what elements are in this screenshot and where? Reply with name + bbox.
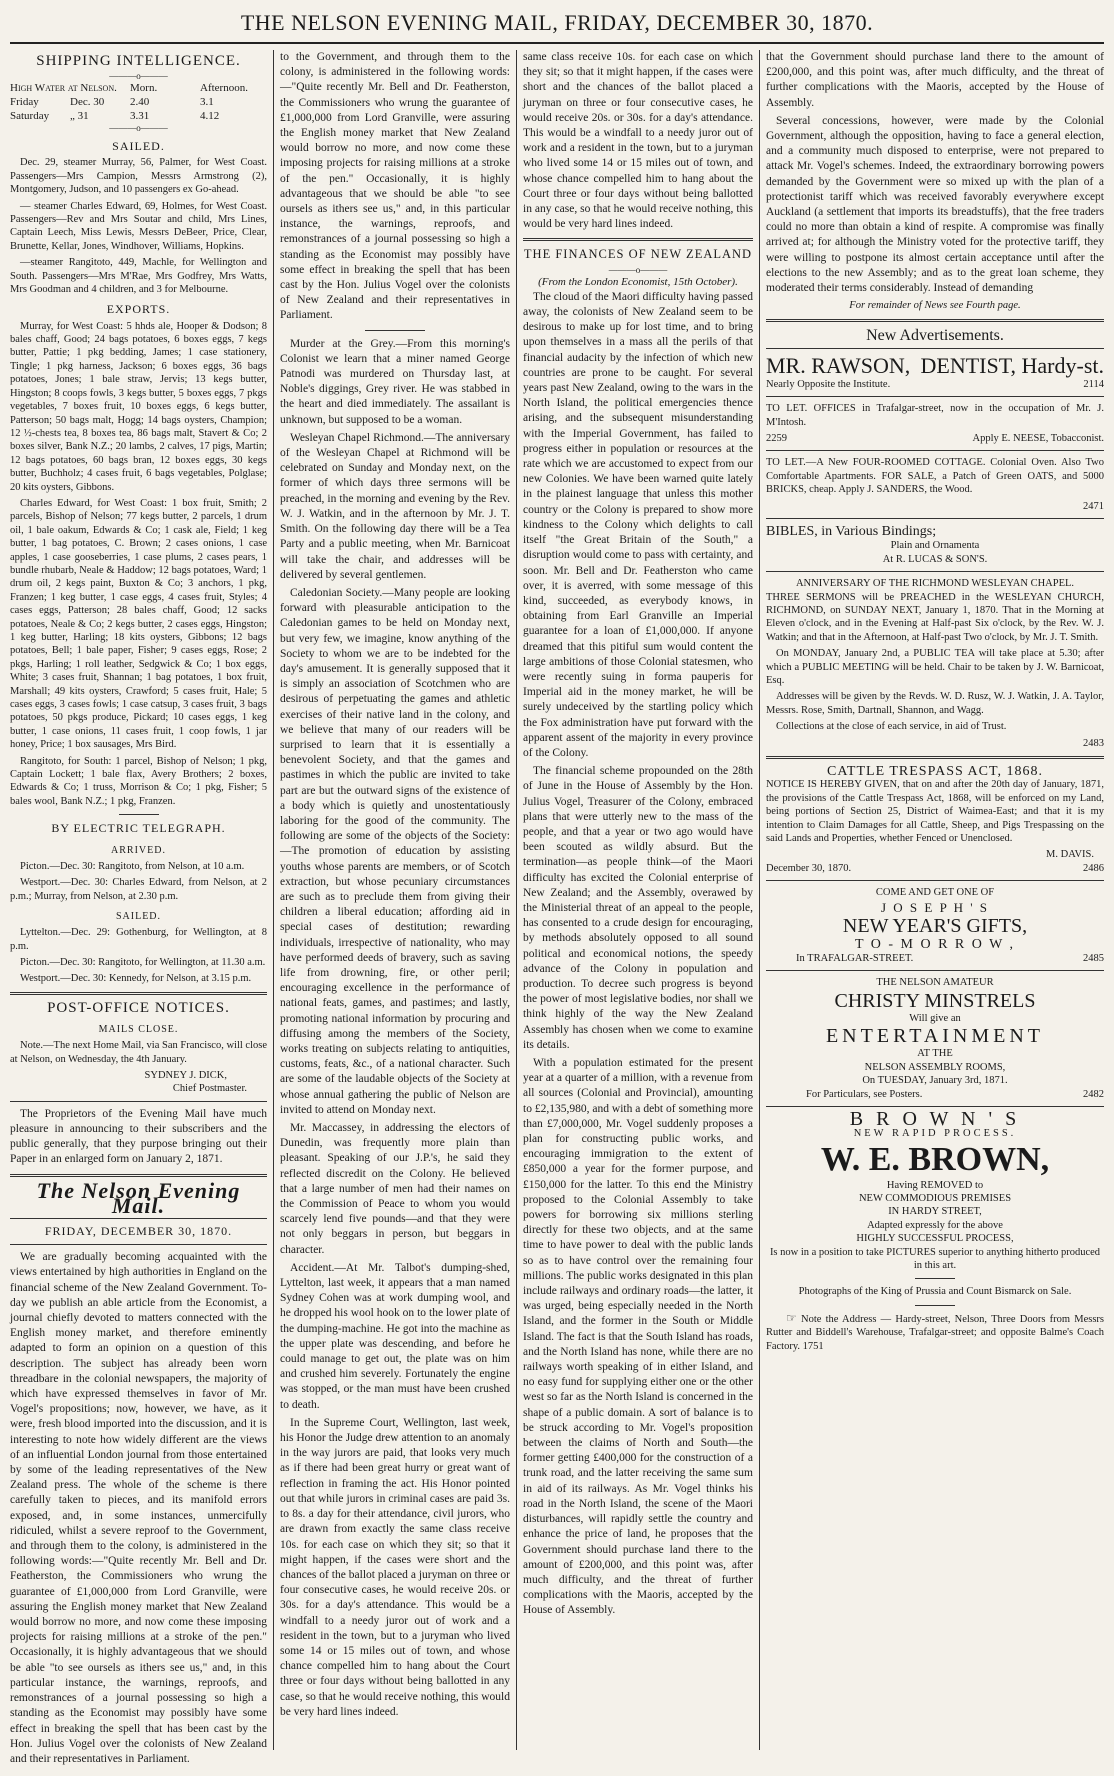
divider [766, 571, 1104, 572]
pointing-hand-icon: ☞ [786, 1310, 797, 1325]
ad-cattle-trespass: CATTLE TRESPASS ACT, 1868. NOTICE IS HEREBY GIVEN, that on and after the 20th day of January, 1871, the provisions of the Cattle Trespass Act, 1868, will be enforced on my Land, being portions of Section 25, District of Waimea-East; and that it is my intention to Claim Damages for all Cattle, Sheep, and Pigs Trespassing on the said Lands and Properties, whether Fenced or Unenclosed. M. DAVIS. December 30, 1870. 2486 [766, 764, 1104, 874]
exports-heading: EXPORTS. [106, 302, 171, 317]
post-office-note: Note.—The next Home Mail, via San Francisco, will close at Nelson, on Wednesday, the 4th January. [10, 1040, 267, 1065]
exports-entry: Murray, for West Coast: 5 hhds ale, Hooper & Dodson; 8 bales chaff, Good; 24 bags potatoes, 6 boxes eggs, 7 kegs butter, Pattie; 1 pkg bedding, James; 1 case stationery, Tingle; 1 pkg harness, Jackson; 6 boxes eggs, 36 bags potatoes, Jones; 1 bale straw, Jervis; 13 kegs butter, Hingston; 8 coops fowls, 3 kegs butter, 5 boxes eggs, 7 pkgs vegetables, 7 boxes fruit, 10 boxes eggs, 6 kegs butter, Patterson; 50 bags malt, Hogg; 14 bags oysters, Champion; 12 ½-chests tea, 8 boxes tea, 86 bags malt, Stavert & Co; 2 boxes silver, Bank N.Z.; 20 lambs, 2 calves, 17 pigs, Martin; 12 bags potatoes, 60 bags bran, 12 boxes eggs, 30 kegs butter, Buchholz; 4 cases fruit, 6 bags vegetables, Polglase; 20 kits oysters, Gibbons. [10, 320, 267, 493]
column-3 [517, 50, 760, 1750]
finances-continued: that the Government should purchase land there to the amount of £200,000, and this point was, after much difficulty, and the threat of further complications with the Maoris, accepted by the House of Assembly. [766, 51, 1104, 109]
leader-continued: to the Government, and through them to the colony, is administered in the following words:—"Quite recently Mr. Bell and Dr. Featherston, the Commissioners who wrung the guarantee of £1,000,000 from Lord Granville, were assuring the English money market that New Zealand would borrow no more, and now come these imposing projects for raising millions at a stroke of the pen." Occasionally, it is highly advantageous that we should be able "to see oursels as ithers see us," and, in this particular instance, the warnings, reproofs, and remonstrances of a journal possessing so high a standing as the Economist may possibly have some effect in breaking the spell that has been cast by the Hon. Julius Vogel over the colonists of New Zealand and their representatives in Parliament. [280, 51, 510, 322]
divider [523, 238, 753, 241]
divider [10, 1244, 267, 1245]
divider [766, 1106, 1104, 1107]
finances-paragraph: The financial scheme propounded on the 28th of June in the House of Assembly by the Hon. Julius Vogel, Treasurer of the Colony, embraced plans that were utterly new to the mass of the people, and that a year or two ago would have been scouted as wildly absurd. But the termination—as people think—of the Maori difficulty has excited the Colonial enterprise of New Zealand; and the Assembly, overawed by the Ministerial threat of an appeal to the people, has consented to a crude design for encouraging, by methods absolutely opposed to all sound political and economical notions, the speedy advance of the Colony in population and production. To decree such progress is beyond the power of most legislative bodies, nor shall we think highly of the way the New Zealand Assembly has chosen when we come to examine its details. [523, 765, 753, 1051]
news-item: Murder at the Grey.—From this morning's Colonist we learn that a miner named George Patnodi was murdered on Thursday last, at Noble's diggings, Grey river. He was stabbed in the heart and died immediately. The assailant is unknown, but supposed to be a woman. [280, 337, 510, 426]
exports-entry: Rangitoto, for South: 1 parcel, Bishop of Nelson; 1 pkg, Captain Lockett; 1 bale flax, Avery Brothers; 2 boxes, Edwards & Co; 1 truss, Morrison & Co; 1 pkg, Fisher; 5 bales wool, Bank N.Z.; 1 pkg, Franzen. [10, 755, 267, 807]
column-4 [760, 50, 1104, 1750]
column-2 [274, 50, 517, 1750]
arrived-heading: ARRIVED. [111, 844, 166, 856]
divider [119, 814, 159, 815]
divider [766, 518, 1104, 519]
news-item: Caledonian Society.—Many people are looking forward with pleasurable anticipation to the Caledonian games to be held on Monday next, but very few, we imagine, know anything of the Society to whom we are to be indebted for the day's amusement. It is generally supposed that it is simply an association of Scotchmen who are desirous of perpetuating the games and athletic exercises of their native land in the colony, and we believe that many of our readers will be surprised to learn that it is essentially a benevolent Society, and that the games and pastimes in which the public are invited to take part are but the outward signs of the existence of a body which is quietly and unostentatiously laboring for the good of the community. The following are some of the objects of the Society:—The promotion of education by assisting youths whose parents are members, or of Scotch extraction, but whose pecuniary circumstances are such as to preclude them from giving their children a liberal education; affording aid in special cases of destitution; rewarding individuals, irrespective of nationality, who may have performed deeds of bravery, such as saving life from drowning, fire, or other peril; encouraging excellence in the performance of national feats, games, and pastimes; and lastly, promoting national information by procuring and diffusing among the members of the Society, works treating on subjects relating to antiquities, customs, feats, &c., of a national character. Such are some of the laudable objects of the Society at whose annual gathering the public of Nelson are invited to attend on Monday next. [280, 586, 510, 1116]
finances-remainder: For remainder of News see Fourth page. [849, 300, 1021, 312]
finances-paragraph: With a population estimated for the present year at a quarter of a million, with a revenue from all sources (Colonial and Provincial), amounting to £2,135,980, and with a debt of something more than £7,000,000, Mr. Vogel suddenly proposes a plan for constructing public works, and encouraging immigration to the extent of £850,000 a year for the former purpose, and £150,000 for the latter. To this end the Ministry proposed to the Colonial Assembly to take powers for borrowing six millions sterling directly for these two objects, and at the same time to have power to deal with the public lands so as to have control over the remaining four millions. The public works designated in this plan include railways and ordinary roads—the latter, it was urged, being especially needed in the North Island, and the former in the South or Middle Island. The fact is that the South Island has roads, and the North Island has none, while there are no railways worth speaking of in either Island, and no easy fund for supplying either one or the other west so far as the North Island is concerned in the shape of a public domain. A sort of balance is to be struck according to Mr. Vogel's proposition between the claims of North and South—the former getting £400,000 for the construction of a trunk road, and the latter receiving the same sum in aid of its railways. As Mr. Vogel thinks his road in the North Island, the scene of the Maori disturbances, will rapidly settle the country and enhance the price of land, he proposes that the Government should purchase land there to the amount of £200,000, and this point was, after much difficulty, and the threat of further complications with the Maoris, accepted by the House of Assembly. [523, 1057, 753, 1617]
post-office-heading: POST-OFFICE NOTICES. [47, 999, 230, 1016]
post-office-signer-title: Chief Postmaster. [172, 1083, 247, 1095]
columns [10, 50, 1105, 1765]
ad-bibles: BIBLES, in Various Bindings; Plain and Ornamenta At R. LUCAS & SON'S. [766, 524, 988, 565]
divider [10, 1218, 267, 1219]
paper-title: The Nelson Evening Mail. [36, 1177, 241, 1218]
sailed-entry: Dec. 29, steamer Murray, 56, Palmer, for West Coast. Passengers—Mrs Campion, Messrs Armstrong (2), Montgomery, Judson, and 10 passengers ex Go-ahead. [10, 157, 267, 196]
tide-row: Friday Dec. 30 2.40 3.1 [10, 96, 214, 109]
finances-source: (From the London Economist, 15th October). [538, 275, 738, 288]
separator: ———o——— [109, 71, 168, 82]
news-item: Wesleyan Chapel Richmond.—The anniversary of the Wesleyan Chapel at Richmond will be celebrated on Sunday and Monday next, on the former of which days three sermons will be preached, in the morning and evening by the Rev. W. J. Watkin, and in the afternoon by Mr. J. T. Smith. On the following day there will be a Tea Party and a public meeting, when Mr. Barnicoat will take the chair, and addresses will be delivered by several gentlemen. [280, 431, 510, 581]
ad-minstrels: THE NELSON AMATEUR CHRISTY MINSTRELS Will give an ENTERTAINMENT AT THE NELSON ASSEMBLY ROOMS, On TUESDAY, January 3rd, 1871. For Particulars, see Posters. 2482 [806, 977, 1104, 1100]
exports-entry: Charles Edward, for West Coast: 1 box fruit, Smith; 2 parcels, Bishop of Nelson; 77 kegs butter, 2 parcels, 1 drum oil, 1 bale oakum, Edwards & Co; 1 cask ale, Field; 1 keg butter, 1 bag potatoes, C. Brown; 2 cases onions, 1 case apples, 1 case gooseberries, 1 case plums, 2 cases pears, 1 bundle rhubarb, Neale & Haddow; 12 bags potatoes, Ward; 1 drum oil, 2 kegs paint, Buxton & Co; 3 anchors, 1 pkg, Franzen; 1 keg butter, 1 case eggs, 4 cases fruit, Styles; 4 cases eggs, Patterson; 28 bales chaff, Good; 12 sacks potatoes, Neale & Co; 2 kegs butter, 2 cases eggs, Hingston; 1 keg butter, Harling; 18 kits oysters, Gibbons; 12 bags potatoes, Bell; 1 bale paper, Fisher; 9 cases eggs, Rose; 2 pkgs, Harling; 1 roll leather, Sedgwick & Co; 1 box eggs, White; 3 cases fruit, Shannan; 1 bag potatoes, 1 box fruit, Marshall; 49 kits oysters, Crawford; 5 cases fruit, Hale; 5 cases eggs, 3 cases fowls; 1 case catsup, 3 cases fruit, 3 bags potatoes, 50 pkgs produce, Pickard; 10 cases eggs, 1 keg butter, 1 case onions, 11 cases fruit, 1 coop fowls, 1 jar honey, Price; 1 box sausages, Mrs Bird. [10, 497, 267, 751]
news-item: In the Supreme Court, Wellington, last week, his Honor the Judge drew attention to an anomaly in the way jurors are paid, that looks very much as if there had been great hurry or great want of reflection in framing the act. His Honor pointed out that while jurors in criminal cases are paid 3s. to 8s. a day for their attendance, civil jurors, who are drawn from exactly the same class receive 10s. for each case on which they sit; so that it might happen, if the cases were short and the chances of the ballot placed a juryman on three or four consecutive cases, he would receive 20s. or 30s. for a day's attendance. This would be a windfall to a needy juror out of work and a resident in the town, but to a juryman who lived some 14 or 15 miles out of town, and whose chance compelled him to hang about the Court three or four days without being ballotted in any case, so that he would receive nothing, this would be very hard lines indeed. [280, 1416, 510, 1718]
newspaper-page [10, 8, 1105, 1765]
divider [10, 1101, 267, 1102]
ad-offices: TO LET. OFFICES in Trafalgar-street, now in the occupation of Mr. J. M'Intosh. 2259 Apply E. NEESE, Tobacconist. [766, 403, 1104, 445]
divider [10, 1174, 267, 1177]
shipping-heading: SHIPPING INTELLIGENCE. [36, 53, 241, 69]
ad-anniversary: ANNIVERSARY OF THE RICHMOND WESLEYAN CHAPEL. THREE SERMONS will be PREACHED in the WESLEYAN CHURCH, RICHMOND, on SUNDAY NEXT, January 1, 1870. That in the Morning at Eleven o'clock, and in the Evening at Half-past Six o'clock, by the Rev. W. J. Watkin; and that in the Afternoon, at Half-past Two o'clock, by Mr. J. T. Smith. On MONDAY, January 2nd, a PUBLIC TEA will take place at 5.30; after which a PUBLIC MEETING will be held. Chair to be taken by J. W. Barnicoat, Esq. Addresses will be given by the Revds. W. D. Rusz, W. J. Watkin, J. A. Taylor, Messrs. Rose, Smith, Dartnall, Shannon, and Wagg. Collections at the close of each service, in aid of Trust. 2483 [766, 578, 1104, 749]
post-office-signer: SYDNEY J. DICK, [144, 1069, 227, 1081]
tide-header: High Water at Nelson. Morn. Afternoon. [10, 82, 248, 95]
separator: ———o——— [608, 264, 668, 275]
divider [915, 1278, 955, 1279]
telegraph-sailed-entry: Westport.—Dec. 30: Kennedy, for Nelson, at 3.15 p.m. [20, 973, 252, 985]
sailed-entry: —steamer Rangitoto, 449, Machle, for Wellington and South. Passengers—Mrs M'Rae, Mrs Godfrey, Mrs Watts, Mrs Goodman and 4 children, and 3 for Melbourne. [10, 257, 267, 296]
column-1 [10, 50, 274, 1765]
divider [766, 396, 1104, 397]
news-item: Accident.—At Mr. Talbot's dumping-shed, Lyttelton, last week, it appears that a man named Sydney Cohen was at work dumping wool, and he dropped his wool hook on to the lower plate of the dumping-machine. He got into the machine as the upper plate was descending, and before he could manage to get out, the plate was on him and crushed him severely. Fortunately the engine was stopped, or the man must have been crushed to death. [280, 1261, 510, 1411]
news-continued: same class receive 10s. for each case on which they sit; so that it might happen, if the cases were short and the chances of the ballot placed a juryman on three or four consecutive cases, he would receive 20s. or 30s. for a day's attendance. This would be a windfall to a needy juror out of work and a resident in the town, but to a juryman who lived some 14 or 15 miles out of town, and whose chance compelled him to hang about the Court three or four days without being ballotted in any case, so that he would receive nothing, this would be very hard lines indeed. [523, 51, 753, 231]
divider [766, 756, 1104, 759]
tide-row: Saturday „ 31 3.31 4.12 [10, 110, 220, 123]
leader-paragraph: We are gradually becoming acquainted with the views entertained by high authorities in England on the financial scheme of the New Zealand Government. To-day we publish an able article from the Economist, a journal chiefly devoted to matters connected with the English money market, and therefore eminently adapted to form an opinion on a question of this description. The subject has already been worn threadbare in the colonial newspapers, the majority of which have expressed themselves in favor of Mr. Vogel's propositions; now, however, we have, as it were, fresh blood imported into the discussion, and it is interesting to note how widely different are the views of an influential London journal from those entertained by some of the leading representatives of the New Zealand press. The whole of the scheme is there carefully taken to pieces, and its manifold errors exposed, and, in some instances, unmercifully ridiculed, whilst a severe reproof to the Government, and through them to the colony, is administered in the following words:—"Quite recently Mr. Bell and Dr. Featherston, the Commissioners who wrung the guarantee of £1,000,000 from Lord Granville, were assuring the English money market that New Zealand would borrow no more, and now come these imposing projects for raising millions at a stroke of the pen." Occasionally, it is highly advantageous that we should be able "to see oursels as ithers see us," and, in this particular instance, the warnings, reproofs, and remonstrances of a journal possessing so high a standing as the Economist may possibly have some effect in breaking the spell that has been cast by the Hon. Julius Vogel over the colonists of New Zealand and their representatives in Parliament. [10, 1251, 267, 1765]
advertisements-heading: New Advertisements. [866, 326, 1004, 344]
arrived-entry: Westport.—Dec. 30: Charles Edward, from Nelson, at 2 p.m.; Murray, from Nelson, at 2.30 p.m. [10, 877, 267, 902]
finances-paragraph: Several concessions, however, were made by the Colonial Government, although the opposition, having to face a general election, and a community much disposed to enterprise, were not prepared to attack Mr. Vogel's schemes. Indeed, the extraordinary borrowing powers demanded by the Government were so mixed up with the plan of a protectionist tariff which was received favorably everywhere except Auckland (a settlement that imports its breadstuffs), that the free traders could no more than obtain a kind of respite. A compromise was finally arrived at; for although the Ministry voted for the protective tariff, they were willing to postpone its almost certain acceptance until after the elections to the new Assembly; and as to the great loan scheme, they moderated their terms considerably. Instead of demanding [766, 114, 1104, 295]
sailed-heading: SAILED. [112, 139, 165, 154]
divider [766, 880, 1104, 881]
divider [766, 319, 1104, 322]
telegraph-sailed-entry: Picton.—Dec. 30: Rangitoto, for Wellington, at 11.30 a.m. [20, 956, 266, 968]
telegraph-sailed-heading: SAILED. [115, 910, 162, 922]
ad-cottage: TO LET.—A New FOUR-ROOMED COTTAGE. Colonial Oven. Also Two Comfortable Apartments. FOR SALE, a Patch of Green OATS, and 5000 BRICKS, cheap. Apply J. SANDERS, the Wood. 2471 [766, 457, 1104, 512]
news-item: Mr. Maccassey, in addressing the electors of Dunedin, was frequently more plain than pleasant. Speaking of our J.P.'s, he said they reflected discredit on the Colony. He believed that a large number of men had their names on the Commission of Peace to whom you would scarcely lend five pounds—and that they were not only beggars in person, but beggars in character. [280, 1122, 510, 1256]
divider [766, 970, 1104, 971]
tide-table [10, 81, 267, 123]
sailed-entry: — steamer Charles Edward, 69, Holmes, for West Coast. Passengers—Rev and Mrs Soutar and child, Mrs Lines, Captain Leech, Miss Lewis, Messrs DeBeer, Price, Clear, Brunette, Kellar, Jones, Windhover, Williams, Hopkins. [10, 200, 267, 252]
ad-josephs: COME AND GET ONE OF J O S E P H ' S NEW YEAR'S GIFTS, T O - M O R R O W , In TRAFALGAR-STREET. 2485 [796, 887, 1104, 965]
proprietors-notice: The Proprietors of the Evening Mail have much pleasure in announcing to their subscribers and the public generally, that they purpose bringing out their Paper in an enlarged form on January 2, 1871. [10, 1107, 267, 1166]
arrived-entry: Picton.—Dec. 30: Rangitoto, from Nelson, at 10 a.m. [20, 860, 245, 872]
dateline: FRIDAY, DECEMBER 30, 1870. [44, 1224, 233, 1238]
divider [915, 1305, 955, 1306]
divider [766, 348, 1104, 349]
masthead-title: THE NELSON EVENING MAIL, FRIDAY, DECEMBER 30, 1870. [240, 10, 874, 35]
mails-close-heading: MAILS CLOSE. [98, 1023, 179, 1035]
divider [766, 450, 1104, 451]
finances-heading: THE FINANCES OF NEW ZEALAND [523, 247, 753, 262]
telegraph-heading: BY ELECTRIC TELEGRAPH. [51, 821, 226, 836]
separator: ———o——— [109, 123, 168, 134]
ad-browns: B R O W N ' S NEW RAPID PROCESS. W. E. BROWN, Having REMOVED to NEW COMMODIOUS PREMISES IN HARDY STREET, Adapted expressly for the above HIGHLY SUCCESSFUL PROCESS, Is now in a position to take PICTURES superior to anything hitherto produced in this art. Photographs of the King of Prussia and Count Bismarck on Sale. ☞ Note the Address — Hardy-street, Nelson, Three Doors from Messrs Rutter and Biddell's Warehouse, Trafalgar-street; and opposite Balme's Coach Factory. 1751 [766, 1107, 1105, 1352]
masthead [10, 8, 1104, 44]
ad-rawson: MR. RAWSON, DENTIST, Hardy-st. Nearly Opposite the Institute. 2114 [766, 352, 1104, 390]
finances-paragraph: The cloud of the Maori difficulty having passed away, the colonists of New Zealand seem to be desirous to make up for lost time, and to bring upon themselves in a mass all the perils of that financial audacity by the infection of which new countries are prone to be caught. For several years past New Zealand, owing to the wars in the North Island, the political emergencies thence arising, and the subsequent misunderstanding with the Imperial Government, has failed to progress either in population or resources at the rate which we are accustomed to expect from our new Colonies. We have been warned quite lately in the plainest language that unless this mother country or the Colony is prepared to show more kindness to the Colony which delights to call itself "the Great Britain of the South," a disruption would come to pass with certainty, and soon. Mr. Bell and Dr. Featherston who came over, it is averred, with some message of this kind, succeeded, as everybody knows, in obtaining from Earl Granville an Imperial guarantee for a loan of £1,000,000. If anyone dreamed that this pitiful sum would content the large ambitions of those Colonial statesmen, who were recently suing in forma pauperis for Imperial aid in the money market, he will be surely undeceived by the startling policy which the Fox administration have put forward with the apparent assent of the majority in every province of the Colony. [523, 290, 753, 759]
divider [10, 992, 267, 995]
divider [365, 330, 425, 331]
telegraph-sailed-entry: Lyttelton.—Dec. 29: Gothenburg, for Wellington, at 8 p.m. [10, 927, 267, 952]
